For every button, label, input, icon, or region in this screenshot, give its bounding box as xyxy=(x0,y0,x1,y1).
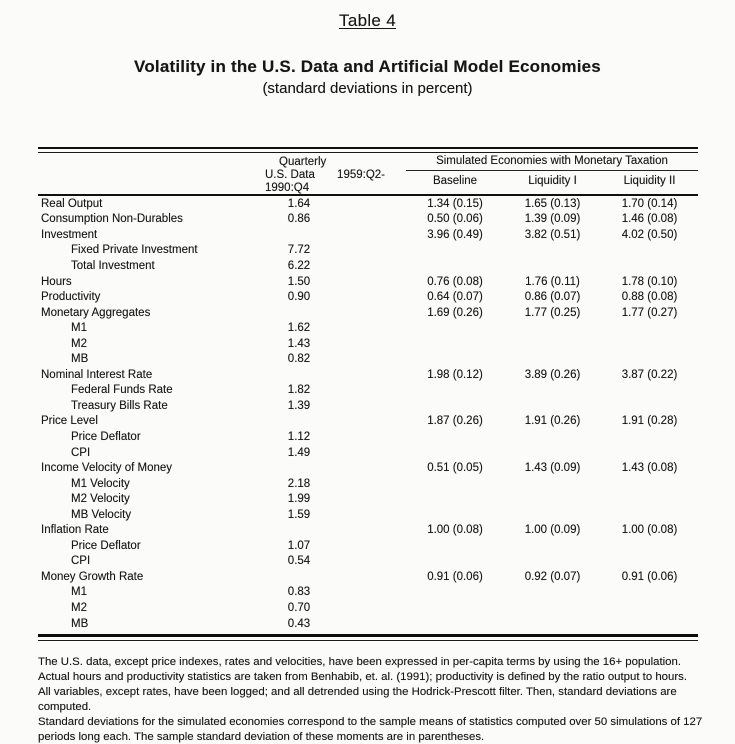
table-row xyxy=(38,320,698,336)
table-row xyxy=(38,522,698,538)
table-row xyxy=(38,616,698,632)
us-data-value: 0.90 xyxy=(287,291,311,304)
us-data-value: 0.54 xyxy=(287,555,311,568)
row-label: MB xyxy=(71,353,89,366)
simulated-economies-group-header xyxy=(406,155,698,187)
row-label: M1 xyxy=(71,322,87,335)
us-data-value: 1.43 xyxy=(287,337,311,350)
us-data-column-header xyxy=(265,156,385,194)
table-row xyxy=(38,367,698,383)
liquidity2-value: 0.88 (0.08) xyxy=(621,291,678,304)
liquidity1-value: 0.86 (0.07) xyxy=(524,291,581,304)
table-row xyxy=(38,600,698,616)
table-row xyxy=(38,507,698,523)
liquidity2-value: 1.00 (0.08) xyxy=(621,524,678,537)
row-label: Price Deflator xyxy=(71,430,141,443)
volatility-table xyxy=(38,147,698,641)
us-header-line1: Quarterly xyxy=(279,156,327,168)
table-row xyxy=(38,305,698,321)
liquidity2-value: 1.70 (0.14) xyxy=(621,197,678,210)
column-header-liquidity1: Liquidity I xyxy=(528,175,577,187)
table-row xyxy=(38,445,698,461)
footnote-paragraph: Standard deviations for the simulated economies correspond to the sample means of statistics computed over 50 simulations of 127 periods long each. The sample standard deviation of these moments are in parentheses. xyxy=(38,715,703,743)
us-data-value: 1.49 xyxy=(287,446,311,459)
table-row xyxy=(38,336,698,352)
liquidity1-value: 3.82 (0.51) xyxy=(524,228,581,241)
liquidity2-value: 0.91 (0.06) xyxy=(621,570,678,583)
table-row xyxy=(38,398,698,414)
us-data-value: 0.43 xyxy=(287,617,311,630)
baseline-value: 0.76 (0.08) xyxy=(427,275,483,288)
us-data-value: 7.72 xyxy=(287,244,311,257)
table-row xyxy=(38,289,698,305)
table-row xyxy=(38,491,698,507)
liquidity1-value: 1.91 (0.26) xyxy=(524,415,581,428)
footnote-paragraph: All variables, except rates, have been logged; and all detrended using the Hodrick-Prescott filter. Then, standard deviations are computed. xyxy=(38,685,677,713)
us-header-line2 xyxy=(265,169,385,182)
table-row xyxy=(38,569,698,585)
row-label: Total Investment xyxy=(71,259,155,272)
bottom-double-rule xyxy=(38,634,698,641)
row-label: Nominal Interest Rate xyxy=(41,368,153,381)
us-data-value: 0.82 xyxy=(287,353,311,366)
column-header-liquidity2: Liquidity II xyxy=(623,175,676,187)
us-data-value: 1.39 xyxy=(287,399,311,412)
row-label: Fixed Private Investment xyxy=(71,244,198,257)
table-row xyxy=(38,212,698,228)
us-data-value: 1.07 xyxy=(287,539,311,552)
table-row xyxy=(38,538,698,554)
row-label: Consumption Non-Durables xyxy=(41,213,183,226)
liquidity1-value: 1.43 (0.09) xyxy=(524,462,581,475)
table-row xyxy=(38,554,698,570)
liquidity1-value: 1.76 (0.11) xyxy=(525,275,580,288)
liquidity2-value: 1.78 (0.10) xyxy=(621,275,678,288)
us-data-value: 6.22 xyxy=(287,259,311,272)
row-label: Monetary Aggregates xyxy=(41,306,151,319)
us-header-line3: 1990:Q4 xyxy=(265,181,310,194)
liquidity2-value: 3.87 (0.22) xyxy=(621,368,678,381)
row-label: Productivity xyxy=(41,291,101,304)
baseline-value: 0.91 (0.06) xyxy=(427,570,483,583)
us-header-line2a: U.S. Data xyxy=(265,168,315,181)
row-label: CPI xyxy=(71,555,91,568)
table-row xyxy=(38,274,698,290)
us-data-value: 0.70 xyxy=(287,601,311,614)
liquidity2-value: 1.43 (0.08) xyxy=(621,462,678,475)
baseline-value: 3.96 (0.49) xyxy=(427,228,483,241)
us-data-value: 0.83 xyxy=(287,586,311,599)
liquidity2-value: 4.02 (0.50) xyxy=(621,228,678,241)
row-label: Price Level xyxy=(41,415,98,428)
baseline-value: 0.64 (0.07) xyxy=(427,291,483,304)
us-data-value: 0.86 xyxy=(287,213,311,226)
us-header-line2b: 1959:Q2- xyxy=(337,168,385,181)
footnotes xyxy=(38,655,714,744)
liquidity1-value: 1.00 (0.09) xyxy=(524,524,581,537)
row-label: Price Deflator xyxy=(71,539,141,552)
row-label: Inflation Rate xyxy=(41,524,109,537)
sim-subcolumn-headers xyxy=(406,171,698,187)
table-row xyxy=(38,383,698,399)
row-label: Real Output xyxy=(41,197,103,210)
table-row xyxy=(38,585,698,601)
row-label: M2 Velocity xyxy=(71,493,130,506)
table-row xyxy=(38,258,698,274)
us-data-value: 1.59 xyxy=(287,508,311,521)
table-row xyxy=(38,351,698,367)
baseline-value: 1.00 (0.08) xyxy=(427,524,483,537)
liquidity2-value: 1.91 (0.28) xyxy=(621,415,678,428)
row-label: Investment xyxy=(41,228,98,241)
table-row xyxy=(38,429,698,445)
row-label: M2 xyxy=(71,601,87,614)
row-label: Income Velocity of Money xyxy=(41,462,173,475)
table-row xyxy=(38,196,698,212)
column-header-baseline: Baseline xyxy=(432,175,478,187)
row-label: MB xyxy=(71,617,89,630)
baseline-value: 1.34 (0.15) xyxy=(427,197,483,210)
liquidity1-value: 3.89 (0.26) xyxy=(524,368,581,381)
table-row xyxy=(38,227,698,243)
liquidity2-value: 1.46 (0.08) xyxy=(621,213,678,226)
us-data-value: 1.50 xyxy=(287,275,311,288)
row-label: CPI xyxy=(71,446,91,459)
us-data-value: 1.82 xyxy=(287,384,311,397)
row-label: Money Growth Rate xyxy=(41,570,144,583)
us-data-value: 1.99 xyxy=(287,493,311,506)
baseline-value: 1.87 (0.26) xyxy=(427,415,483,428)
table-row xyxy=(38,476,698,492)
row-label: Federal Funds Rate xyxy=(71,384,173,397)
baseline-value: 1.98 (0.12) xyxy=(427,368,483,381)
table-row xyxy=(38,460,698,476)
table-row xyxy=(38,414,698,430)
table-row xyxy=(38,243,698,259)
us-data-value: 1.62 xyxy=(287,322,311,335)
us-data-value: 1.64 xyxy=(287,197,311,210)
row-label: M2 xyxy=(71,337,87,350)
table-body xyxy=(38,196,698,631)
row-label: Hours xyxy=(41,275,72,288)
footnote-paragraph: The U.S. data, except price indexes, rates and velocities, have been expressed in per-capita terms by using the 16+ population. Actual hours and productivity statistics are taken from Benhabib, et. al. (1991); productivity is defined by the ratio output to hours. xyxy=(38,656,687,683)
row-label: Treasury Bills Rate xyxy=(71,399,168,412)
baseline-value: 0.51 (0.05) xyxy=(427,462,483,475)
row-label: M1 Velocity xyxy=(71,477,130,490)
liquidity1-value: 1.77 (0.25) xyxy=(524,306,581,319)
sim-group-label: Simulated Economies with Monetary Taxation xyxy=(406,155,698,171)
table-number-text: Table 4 xyxy=(339,11,396,30)
table-header xyxy=(38,153,698,194)
table-number-heading xyxy=(0,0,735,31)
us-data-value: 2.18 xyxy=(287,477,311,490)
baseline-value: 0.50 (0.06) xyxy=(427,213,483,226)
page-subtitle: (standard deviations in percent) xyxy=(262,80,473,97)
liquidity1-value: 0.92 (0.07) xyxy=(524,570,581,583)
liquidity1-value: 1.65 (0.13) xyxy=(524,197,581,210)
row-label: M1 xyxy=(71,586,87,599)
liquidity2-value: 1.77 (0.27) xyxy=(621,306,678,319)
row-label: MB Velocity xyxy=(71,508,132,521)
liquidity1-value: 1.39 (0.09) xyxy=(524,213,581,226)
page-title: Volatility in the U.S. Data and Artificial Model Economies xyxy=(134,57,601,76)
baseline-value: 1.69 (0.26) xyxy=(427,306,483,319)
us-data-value: 1.12 xyxy=(287,430,311,443)
